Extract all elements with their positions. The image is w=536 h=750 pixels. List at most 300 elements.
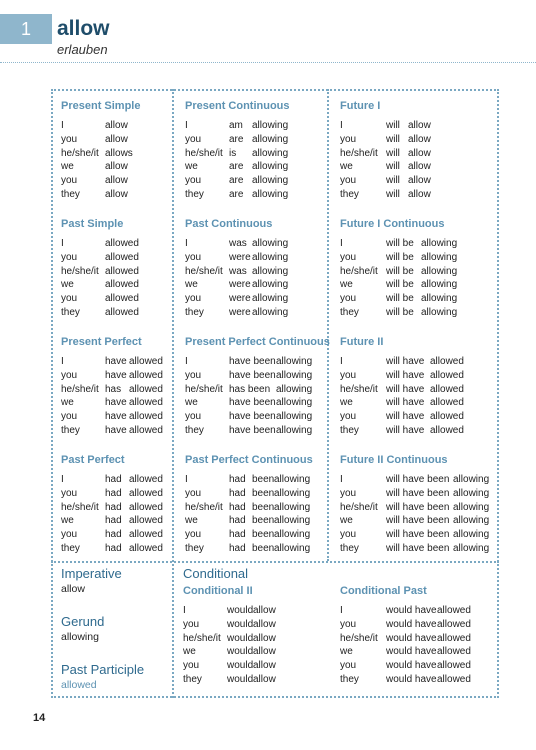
conjugation-row (340, 514, 489, 528)
conjugation-row (61, 542, 163, 556)
conjugation-row (185, 424, 330, 438)
gerund-label: Gerund (61, 614, 105, 629)
section-present-simple (61, 99, 140, 202)
verb-form: allowed (129, 424, 163, 436)
conjugation-row (340, 133, 431, 147)
conjugation-row (61, 147, 140, 161)
conjugation-row (183, 618, 276, 632)
pronoun: they (340, 188, 359, 200)
column-divider-2 (327, 89, 329, 561)
verb-form: allowing (421, 306, 458, 318)
extras-panel (61, 566, 144, 692)
verb-form: allowing (252, 293, 289, 305)
pronoun: you (185, 487, 202, 499)
imperative-value: allow (61, 583, 85, 595)
section-present-continuous (185, 99, 290, 202)
conjugation-row (340, 174, 431, 188)
auxiliary: had (229, 501, 246, 513)
conjugation-row (61, 306, 139, 320)
pronoun: they (340, 673, 359, 685)
verb-form: allowed (129, 542, 163, 554)
verb-form: allowing (252, 120, 289, 131)
pronoun: you (340, 529, 357, 541)
tense-title: Future I (340, 100, 381, 112)
pronoun: you (61, 529, 78, 541)
auxiliary: was (229, 238, 247, 249)
conjugation-row (340, 396, 464, 410)
tense-title: Past Simple (61, 218, 124, 230)
conjugation-row (185, 528, 313, 542)
pronoun: we (61, 279, 74, 291)
verb-form: allowing (276, 383, 313, 395)
auxiliary: would (227, 660, 254, 672)
verb-form: allowed (430, 411, 464, 423)
auxiliary: will have been (386, 474, 450, 485)
bottom-section-divider (51, 561, 499, 563)
auxiliary: will (386, 120, 400, 131)
verb-form: allowing (453, 515, 490, 527)
conjugation-row (340, 355, 464, 369)
section-past-perfect-continuous (185, 453, 313, 556)
verb-form: allowed (105, 279, 139, 291)
verb-form: allowing (276, 356, 313, 367)
conjugation-row (185, 355, 330, 369)
verb-form: allowed (129, 411, 163, 423)
tense-title: Present Perfect Continuous (185, 336, 330, 348)
pronoun: you (61, 293, 78, 305)
verb-form: allowing (453, 487, 490, 499)
conjugation-row (183, 659, 276, 673)
conjugation-row (61, 265, 139, 279)
conjugation-row (61, 188, 140, 202)
auxiliary: am (229, 120, 243, 131)
verb-form: allowing (252, 147, 289, 159)
auxiliary: have (105, 411, 127, 423)
auxiliary-2: been (252, 542, 275, 554)
pronoun: they (185, 424, 204, 436)
pronoun: they (61, 188, 80, 200)
pronoun: I (185, 120, 188, 131)
pronoun: we (185, 397, 198, 409)
pronoun: he/she/it (340, 265, 378, 277)
pronoun: you (61, 175, 78, 187)
tense-title: Future II Continuous (340, 454, 448, 466)
conjugation-row (340, 659, 471, 673)
verb-form: allow (253, 605, 276, 616)
verb-form: allowed (129, 515, 163, 527)
gerund-value: allowing (61, 631, 99, 643)
pronoun: you (340, 293, 357, 305)
verb-form: allowed (430, 369, 464, 381)
tense-title: Past Perfect Continuous (185, 454, 313, 466)
auxiliary: were (229, 251, 251, 263)
verb-form: allowing (252, 161, 289, 173)
auxiliary: would have (386, 660, 437, 672)
verb-form: allowing (421, 251, 458, 263)
auxiliary: will be (386, 251, 414, 263)
verb-form: allowing (252, 133, 289, 145)
auxiliary: would (227, 632, 254, 644)
verb-form: allowing (274, 487, 311, 499)
verb-form: allowing (252, 188, 289, 200)
verb-form: allowed (105, 238, 139, 249)
conjugation-row (61, 174, 140, 188)
page-number: 14 (33, 712, 46, 724)
verb-form: allowing (274, 474, 311, 485)
conjugation-row (185, 133, 290, 147)
conjugation-row (185, 174, 290, 188)
verb-title: allow (57, 17, 110, 40)
pronoun: we (340, 279, 353, 291)
conjugation-row (185, 119, 290, 133)
section-present-perfect-continuous (185, 335, 330, 438)
imperative-label: Imperative (61, 566, 122, 581)
auxiliary: will (386, 188, 400, 200)
pronoun: we (185, 161, 198, 173)
pronoun: you (185, 175, 202, 187)
section-future-1 (340, 99, 431, 202)
verb-form: allowing (252, 306, 289, 318)
pronoun: they (340, 542, 359, 554)
verb-form: allowing (274, 501, 311, 513)
verb-form: allowed (437, 605, 471, 616)
auxiliary: have (105, 356, 127, 367)
conjugation-row (185, 160, 290, 174)
pronoun: he/she/it (185, 383, 223, 395)
auxiliary: will have (386, 424, 425, 436)
auxiliary: would (227, 605, 254, 616)
verb-form: allowed (129, 487, 163, 499)
pronoun: we (185, 515, 198, 527)
conjugation-row (185, 473, 313, 487)
pronoun: he/she/it (185, 147, 223, 159)
verb-form: allowing (453, 501, 490, 513)
section-past-perfect (61, 453, 163, 556)
verb-form: allow (253, 646, 276, 658)
auxiliary: will have (386, 383, 425, 395)
verb-form: allowing (276, 411, 313, 423)
verb-form: allowed (105, 265, 139, 277)
section-conditional-2 (183, 584, 276, 687)
section-present-perfect (61, 335, 163, 438)
verb-form: allowing (274, 542, 311, 554)
pronoun: he/she/it (185, 501, 223, 513)
pronoun: he/she/it (61, 147, 99, 159)
verb-form: allowed (430, 383, 464, 395)
pronoun: they (340, 424, 359, 436)
verb-form: allowing (421, 265, 458, 277)
pronoun: they (61, 424, 80, 436)
conjugation-row (340, 292, 457, 306)
tense-title: Present Continuous (185, 100, 290, 112)
pronoun: I (61, 474, 64, 485)
section-future-2 (340, 335, 464, 438)
conjugation-row (340, 147, 431, 161)
conjugation-row (61, 237, 139, 251)
conjugation-row (340, 542, 489, 556)
pronoun: you (340, 369, 357, 381)
verb-form: allowing (453, 542, 490, 554)
auxiliary: were (229, 279, 251, 291)
tense-title: Past Continuous (185, 218, 273, 230)
conjugation-row (61, 514, 163, 528)
conjugation-row (340, 306, 457, 320)
section-past-simple (61, 217, 139, 320)
conjugation-row (185, 383, 330, 397)
auxiliary: will (386, 147, 400, 159)
conjugation-row (185, 188, 290, 202)
auxiliary: have (105, 397, 127, 409)
auxiliary: are (229, 175, 244, 187)
conjugation-row (185, 396, 330, 410)
auxiliary: will have (386, 397, 425, 409)
auxiliary: will have (386, 356, 425, 367)
conjugation-row (340, 278, 457, 292)
conjugation-row (340, 645, 471, 659)
section-conditional-past (340, 584, 471, 687)
auxiliary: had (105, 542, 122, 554)
conjugation-row (61, 292, 139, 306)
auxiliary: had (229, 515, 246, 527)
verb-form: allow (408, 161, 431, 173)
pronoun: he/she/it (61, 265, 99, 277)
auxiliary: will have been (386, 515, 450, 527)
pronoun: he/she/it (183, 632, 221, 644)
conjugation-row (61, 396, 163, 410)
pronoun: I (340, 238, 343, 249)
pronoun: you (340, 251, 357, 263)
conjugation-row (185, 147, 290, 161)
auxiliary: will have been (386, 487, 450, 499)
pronoun: you (340, 133, 357, 145)
tense-title: Conditional II (183, 585, 253, 597)
auxiliary: have been (229, 424, 276, 436)
pronoun: you (185, 529, 202, 541)
verb-form: allowing (421, 238, 458, 249)
auxiliary: would (227, 673, 254, 685)
pronoun: you (61, 133, 78, 145)
conjugation-row (183, 604, 276, 618)
section-future-1-continuous (340, 217, 457, 320)
auxiliary-2: been (252, 515, 275, 527)
verb-form: allowed (105, 251, 139, 263)
pronoun: you (183, 618, 200, 630)
verb-form: allows (105, 147, 133, 159)
conjugation-row (340, 265, 457, 279)
verb-form: allow (408, 133, 431, 145)
pronoun: they (185, 306, 204, 318)
tense-title: Present Simple (61, 100, 141, 112)
auxiliary: would have (386, 673, 437, 685)
tense-title: Future II (340, 336, 384, 348)
verb-form: allow (408, 175, 431, 187)
conjugation-row (61, 355, 163, 369)
auxiliary: have been (229, 397, 276, 409)
verb-form: allowing (252, 175, 289, 187)
verb-form: allowing (252, 238, 289, 249)
auxiliary-2: been (252, 501, 275, 513)
verb-form: allow (408, 147, 431, 159)
pronoun: he/she/it (340, 383, 378, 395)
conjugation-row (185, 292, 288, 306)
tense-title: Future I Continuous (340, 218, 445, 230)
pronoun: we (61, 397, 74, 409)
pronoun: they (61, 306, 80, 318)
pronoun: we (185, 279, 198, 291)
pronoun: I (183, 605, 186, 616)
pronoun: we (340, 161, 353, 173)
conjugation-row (61, 369, 163, 383)
pronoun: I (61, 238, 64, 249)
pronoun: he/she/it (185, 265, 223, 277)
conjugation-row (185, 410, 330, 424)
conditional-heading: Conditional (183, 566, 249, 581)
verb-form: allowed (437, 632, 471, 644)
conjugation-row (183, 645, 276, 659)
pronoun: he/she/it (340, 147, 378, 159)
verb-form: allow (253, 660, 276, 672)
verb-form: allowing (276, 369, 313, 381)
verb-form: allowing (276, 424, 313, 436)
verb-form: allowed (430, 397, 464, 409)
pronoun: they (340, 306, 359, 318)
conjugation-row (185, 369, 330, 383)
conjugation-row (340, 369, 464, 383)
verb-form: allowed (430, 356, 464, 367)
conjugation-row (183, 673, 276, 687)
conjugation-row (340, 410, 464, 424)
pronoun: you (185, 293, 202, 305)
auxiliary: would have (386, 646, 437, 658)
auxiliary: will have been (386, 529, 450, 541)
verb-form: allow (105, 188, 128, 200)
auxiliary: will be (386, 306, 414, 318)
conjugation-row (340, 618, 471, 632)
auxiliary: are (229, 133, 244, 145)
auxiliary: will (386, 161, 400, 173)
pronoun: you (340, 411, 357, 423)
pronoun: you (185, 411, 202, 423)
auxiliary: would (227, 618, 254, 630)
section-past-continuous (185, 217, 288, 320)
verb-form: allowed (437, 618, 471, 630)
auxiliary: will be (386, 265, 414, 277)
verb-form: allowing (453, 474, 490, 485)
auxiliary: are (229, 161, 244, 173)
verb-form: allowed (437, 646, 471, 658)
pronoun: I (185, 356, 188, 367)
pronoun: you (61, 487, 78, 499)
auxiliary: has been (229, 383, 271, 395)
verb-form: allowed (129, 356, 163, 367)
conjugation-row (185, 306, 288, 320)
verb-form: allow (253, 673, 276, 685)
verb-form: allowed (105, 293, 139, 305)
auxiliary: was (229, 265, 247, 277)
verb-form: allowing (252, 251, 289, 263)
verb-form: allow (105, 120, 128, 131)
auxiliary: will (386, 133, 400, 145)
verb-form: allow (105, 175, 128, 187)
auxiliary: would have (386, 632, 437, 644)
conjugation-row (340, 160, 431, 174)
auxiliary: will (386, 175, 400, 187)
pronoun: I (340, 474, 343, 485)
verb-form: allowed (437, 660, 471, 672)
pronoun: you (340, 175, 357, 187)
pronoun: he/she/it (340, 632, 378, 644)
pronoun: we (340, 515, 353, 527)
header-divider (0, 62, 536, 63)
pronoun: you (340, 618, 357, 630)
verb-form: allowing (252, 265, 289, 277)
past-participle-value: allowed (61, 679, 97, 691)
conjugation-row (61, 119, 140, 133)
conjugation-row (340, 473, 489, 487)
conjugation-row (340, 237, 457, 251)
conjugation-row (340, 424, 464, 438)
conjugation-row (185, 514, 313, 528)
auxiliary: have been (229, 369, 276, 381)
conjugation-row (340, 383, 464, 397)
verb-form: allowing (274, 529, 311, 541)
conjugation-row (61, 383, 163, 397)
auxiliary: had (229, 529, 246, 541)
auxiliary-2: been (252, 474, 275, 485)
auxiliary: were (229, 306, 251, 318)
conjugation-row (185, 542, 313, 556)
pronoun: I (340, 120, 343, 131)
conjugation-row (340, 251, 457, 265)
conjugation-row (61, 133, 140, 147)
conjugation-row (340, 188, 431, 202)
verb-form: allowed (129, 383, 163, 395)
auxiliary-2: been (252, 529, 275, 541)
verb-form: allow (105, 161, 128, 173)
pronoun: I (340, 605, 343, 616)
pronoun: you (185, 369, 202, 381)
verb-form: allow (105, 133, 128, 145)
section-future-2-continuous (340, 453, 489, 556)
pronoun: he/she/it (61, 383, 99, 395)
verb-form: allowed (129, 369, 163, 381)
auxiliary: will have been (386, 501, 450, 513)
verb-form: allowing (421, 293, 458, 305)
auxiliary: will be (386, 238, 414, 249)
pronoun: we (183, 646, 196, 658)
conjugation-row (340, 673, 471, 687)
verb-form: allowed (105, 306, 139, 318)
pronoun: you (61, 411, 78, 423)
chapter-number: 1 (0, 14, 52, 44)
pronoun: you (185, 133, 202, 145)
conjugation-row (340, 501, 489, 515)
verb-form: allowed (437, 673, 471, 685)
pronoun: they (61, 542, 80, 554)
auxiliary: had (105, 515, 122, 527)
auxiliary: will be (386, 293, 414, 305)
conjugation-row (61, 424, 163, 438)
pronoun: I (61, 356, 64, 367)
past-participle-label: Past Participle (61, 662, 145, 677)
conjugation-row (183, 632, 276, 646)
conjugation-row (340, 604, 471, 618)
pronoun: he/she/it (61, 501, 99, 513)
verb-form: allowing (274, 515, 311, 527)
verb-form: allow (253, 632, 276, 644)
conjugation-row (185, 487, 313, 501)
auxiliary: has (105, 383, 122, 395)
